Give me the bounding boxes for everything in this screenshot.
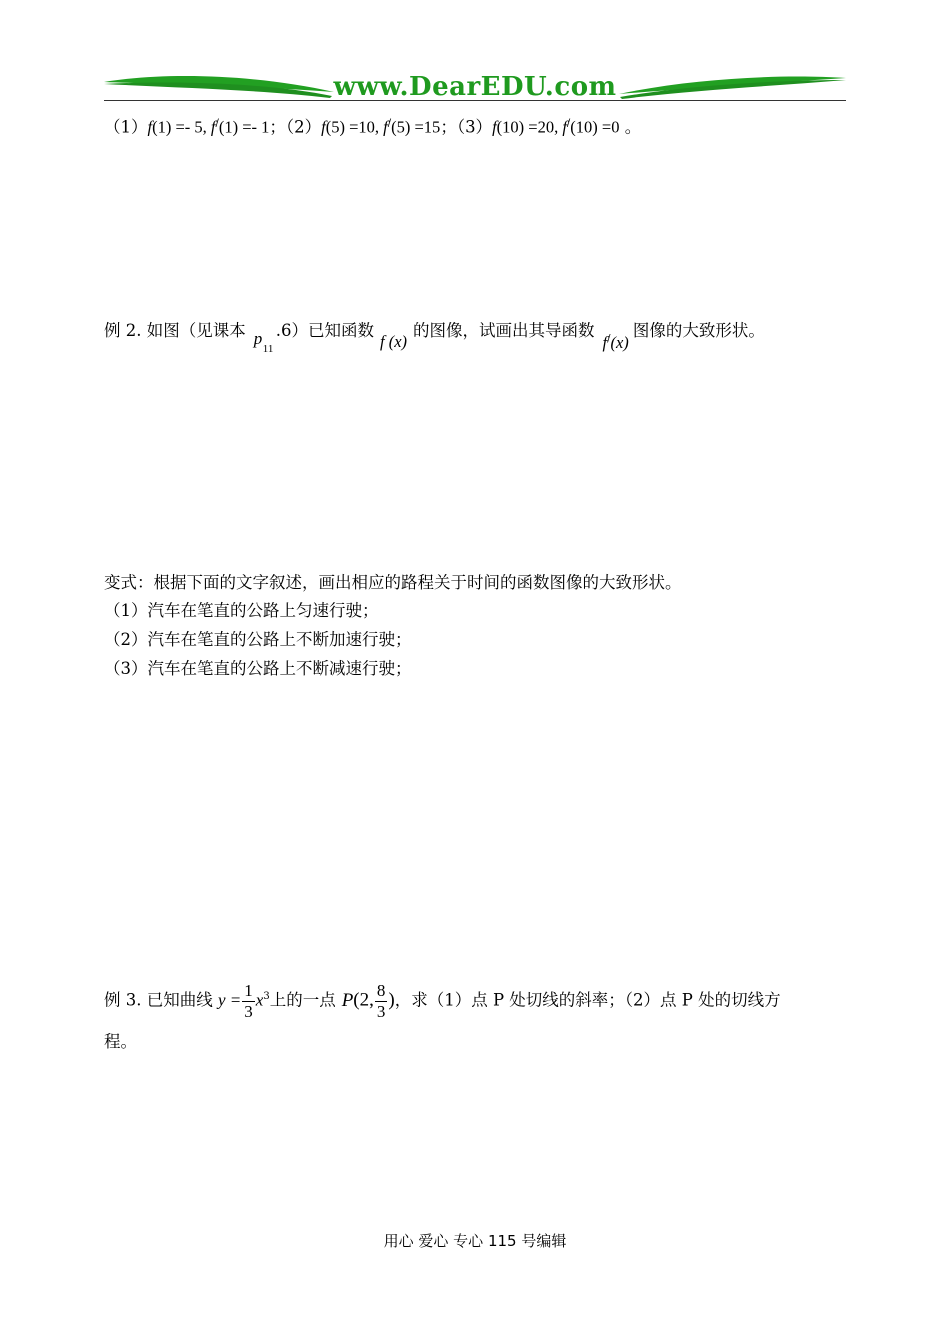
period: 。 <box>619 117 642 137</box>
denominator: 3 <box>376 1001 386 1021</box>
f-symbol: f <box>210 117 216 137</box>
f-symbol: f <box>321 117 326 137</box>
value-f1: (1) =- 5, <box>152 117 211 137</box>
denominator: 3 <box>244 1001 253 1021</box>
numerator: 1 <box>244 980 253 1000</box>
label-3: ；（3） <box>440 117 493 137</box>
site-logo-text: www.DearEDU.com <box>333 72 617 102</box>
prime-mark: / <box>566 118 571 129</box>
answer-line <box>104 113 641 139</box>
variant-title: 变式：根据下面的文字叙述，画出相应的路程关于时间的函数图像的大致形状。 <box>104 573 682 592</box>
page-ref <box>246 314 276 355</box>
example-3 <box>104 975 781 1023</box>
prime-mark: / <box>387 118 392 129</box>
value-fp10: (10) =0 <box>570 117 620 137</box>
label-1: （1） <box>104 117 148 137</box>
value-fp5: (5) =15 <box>391 117 441 137</box>
point-label: P <box>341 989 354 1011</box>
x-variable: x <box>255 990 264 1010</box>
variant-item-2: （2）汽车在笔直的公路上不断加速行驶； <box>104 630 412 649</box>
label-2: ；（2） <box>269 117 322 137</box>
y-equals: y = <box>217 990 242 1010</box>
f-symbol: f <box>602 333 608 352</box>
variant-item-3: （3）汽车在笔直的公路上不断减速行驶； <box>104 659 412 678</box>
fraction-eight-thirds <box>375 981 388 1022</box>
example-3-mid: 上的一点 <box>269 990 336 1010</box>
value-fp1: (1) =- 1 <box>218 117 270 137</box>
point-close: ) <box>388 989 395 1011</box>
fx-expression: f (x) <box>379 332 408 351</box>
example-3-continued: 程。 <box>104 1032 137 1051</box>
value-f5: (5) =10, <box>325 117 384 137</box>
f-symbol: f <box>147 117 153 137</box>
x-argument: (x) <box>610 333 629 352</box>
prime-mark: / <box>215 118 219 129</box>
point-open: (2, <box>353 989 374 1011</box>
f-symbol: f <box>562 117 567 137</box>
header-divider <box>104 100 846 101</box>
fprime-expression <box>603 333 629 352</box>
f-symbol: f <box>383 117 388 137</box>
example-2-end: 图像的大致形状。 <box>632 321 765 340</box>
value-f10: (10) =20, <box>496 117 563 137</box>
prime-mark: / <box>607 333 611 345</box>
variant-item-1: （1）汽车在笔直的公路上匀速行驶； <box>104 601 379 620</box>
exponent: 3 <box>263 991 270 1002</box>
example-2-mid: .6）已知函数 <box>275 321 374 340</box>
example-2-mid2: 的图像，试画出其导函数 <box>413 321 595 340</box>
example-3-question: ，求（1）点 P 处切线的斜率；（2）点 P 处的切线方 <box>394 990 781 1010</box>
page-number: 11 <box>262 343 274 355</box>
numerator: 8 <box>376 980 386 1000</box>
page-footer: 用心 爱心 专心 115 号编辑 <box>383 1232 567 1250</box>
f-symbol: f <box>492 117 497 137</box>
header-banner <box>104 70 846 104</box>
fraction-one-third <box>242 981 255 1022</box>
page-symbol: p <box>253 329 263 348</box>
example-3-intro: 例 3. 已知曲线 <box>104 990 213 1010</box>
example-2-intro: 例 2. 如图（见课本 <box>104 321 246 340</box>
example-2 <box>104 314 765 355</box>
